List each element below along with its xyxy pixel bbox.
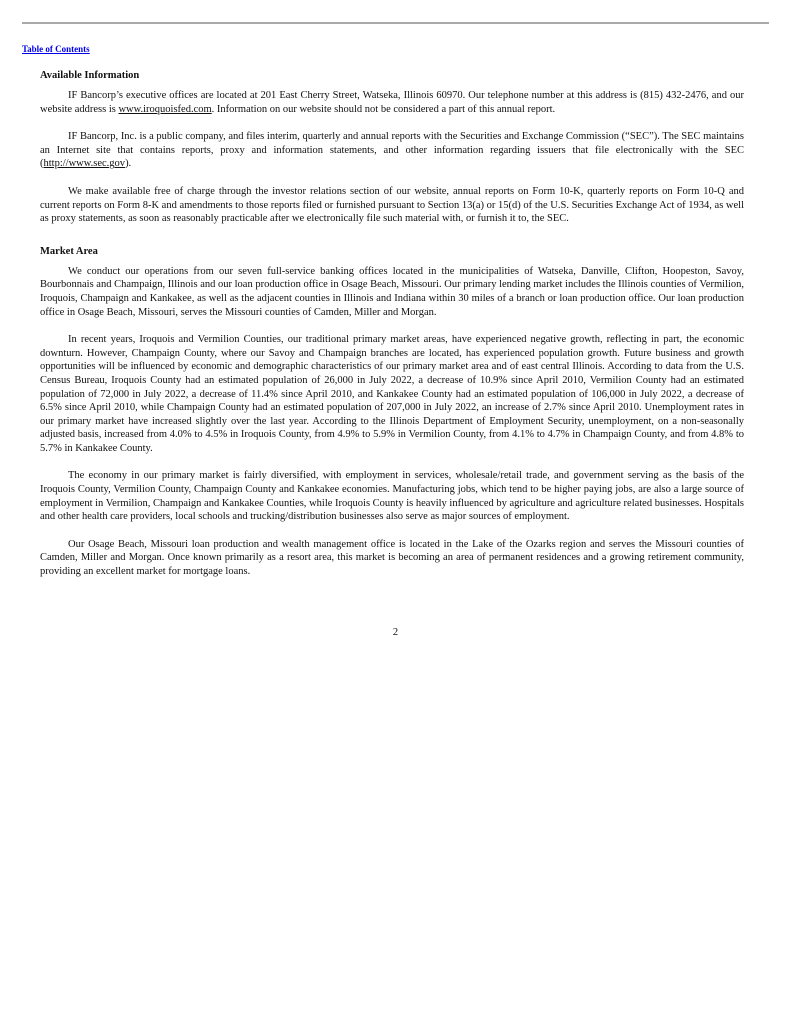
market-area-heading: Market Area [40, 245, 98, 257]
paragraph-text: IF Bancorp’s executive offices are located at 201 East Cherry Street, Watseka, Illinois 60970. Our telephone number at this address is (815) 432-2476, and our website address is [40, 90, 744, 115]
company-website-link[interactable]: www.iroquoisfed.com [118, 103, 212, 115]
available-information-paragraph-1 [40, 89, 744, 116]
paragraph-text: ). [125, 158, 132, 170]
page-number: 2 [392, 627, 399, 638]
market-area-paragraph-4: Our Osage Beach, Missouri loan production and wealth management office is located in the Lake of the Ozarks region and serves the Missouri counties of Camden, Miller and Morgan. Once known primarily as a resort area, this market is becoming an area of permanent residences and a growing retirement community, providing an excellent market for mortgage loans. [40, 538, 744, 578]
available-information-heading: Available Information [40, 70, 140, 81]
paragraph-text: . Information on our website should not be considered a part of this annual report. [211, 103, 556, 115]
available-information-paragraph-2 [40, 130, 744, 171]
paragraph-text: IF Bancorp, Inc. is a public company, and files interim, quarterly and annual reports with the Securities and Exchange Commission (“SEC”). The SEC maintains an Internet site that contains reports, proxy and information statements, and other information regarding issuers that file electronically with the SEC ( [40, 131, 744, 170]
top-divider [22, 22, 769, 24]
table-of-contents-link[interactable]: Table of Contents [22, 44, 90, 54]
available-information-section [40, 69, 744, 226]
available-information-paragraph-3: We make available free of charge through the investor relations section of our website, annual reports on Form 10-K, quarterly reports on Form 10-Q and current reports on Form 8-K and amendments to those reports filed or furnished pursuant to Section 13(a) or 15(d) of the U.S. Securities Exchange Act of 1934, as well as proxy statements, as soon as reasonably practicable after we electronically file such material with, or furnish it to, the SEC. [40, 185, 744, 225]
market-area-paragraph-1: We conduct our operations from our seven full-service banking offices located in the municipalities of Watseka, Danville, Clifton, Hoopeston, Savoy, Bourbonnais and Champaign, Illinois and our loan production office in Osage Beach, Missouri. Our primary lending market includes the Illinois counties of Vermilion, Iroquois, Champaign and Kankakee, as well as the adjacent counties in Illinois and Indiana within 30 miles of a branch or loan production office. Our loan production office in Osage Beach, Missouri, serves the Missouri counties of Camden, Miller and Morgan. [40, 265, 744, 318]
document-body [40, 69, 744, 579]
market-area-paragraph-3: The economy in our primary market is fairly diversified, with employment in services, wholesale/retail trade, and government serving as the basis of the Iroquois County, Vermilion County, Champaign County and Kankakee economies. Manufacturing jobs, which tend to be higher paying jobs, are also a large source of employment in Vermilion, Champaign and Kankakee Counties, while Iroquois County is heavily influenced by agriculture and agriculture related businesses. Hospitals and other health care providers, local schools and trucking/distribution businesses also serve as major sources of employment. [40, 470, 744, 523]
market-area-section [40, 245, 744, 579]
sec-website-link[interactable]: http://www.sec.gov [43, 158, 126, 170]
market-area-paragraph-2: In recent years, Iroquois and Vermilion Counties, our traditional primary market areas, have experienced negative growth, reflecting in part, the economic downturn. However, Champaign County, where our Savoy and Champaign branches are located, has experienced population growth. Future business and growth opportunities will be influenced by economic and demographic characteristics of our primary market area and of east central Illinois. According to data from the U.S. Census Bureau, Iroquois County had an estimated population of 26,000 in July 2022, a decrease of 10.9% since April 2010, Vermilion County had an estimated population of 72,000 in July 2022, a decrease of 11.4% since April 2010, and Kankakee County had an estimated population of 106,000 in July 2022, a decrease of 6.5% since April 2010, while Champaign County had an estimated population of 207,000 in July 2022, an increase of 2.7% since April 2010. Unemployment rates in our primary market have increased slightly over the last year. According to the Illinois Department of Employment Security, unemployment, on a non-seasonally adjusted basis, increased from 4.0% to 4.5% in Iroquois County, from 4.9% to 5.9% in Vermilion County, from 4.1% to 4.7% in Champaign County, and from 4.8% to 5.7% in Kankakee County. [40, 334, 744, 454]
